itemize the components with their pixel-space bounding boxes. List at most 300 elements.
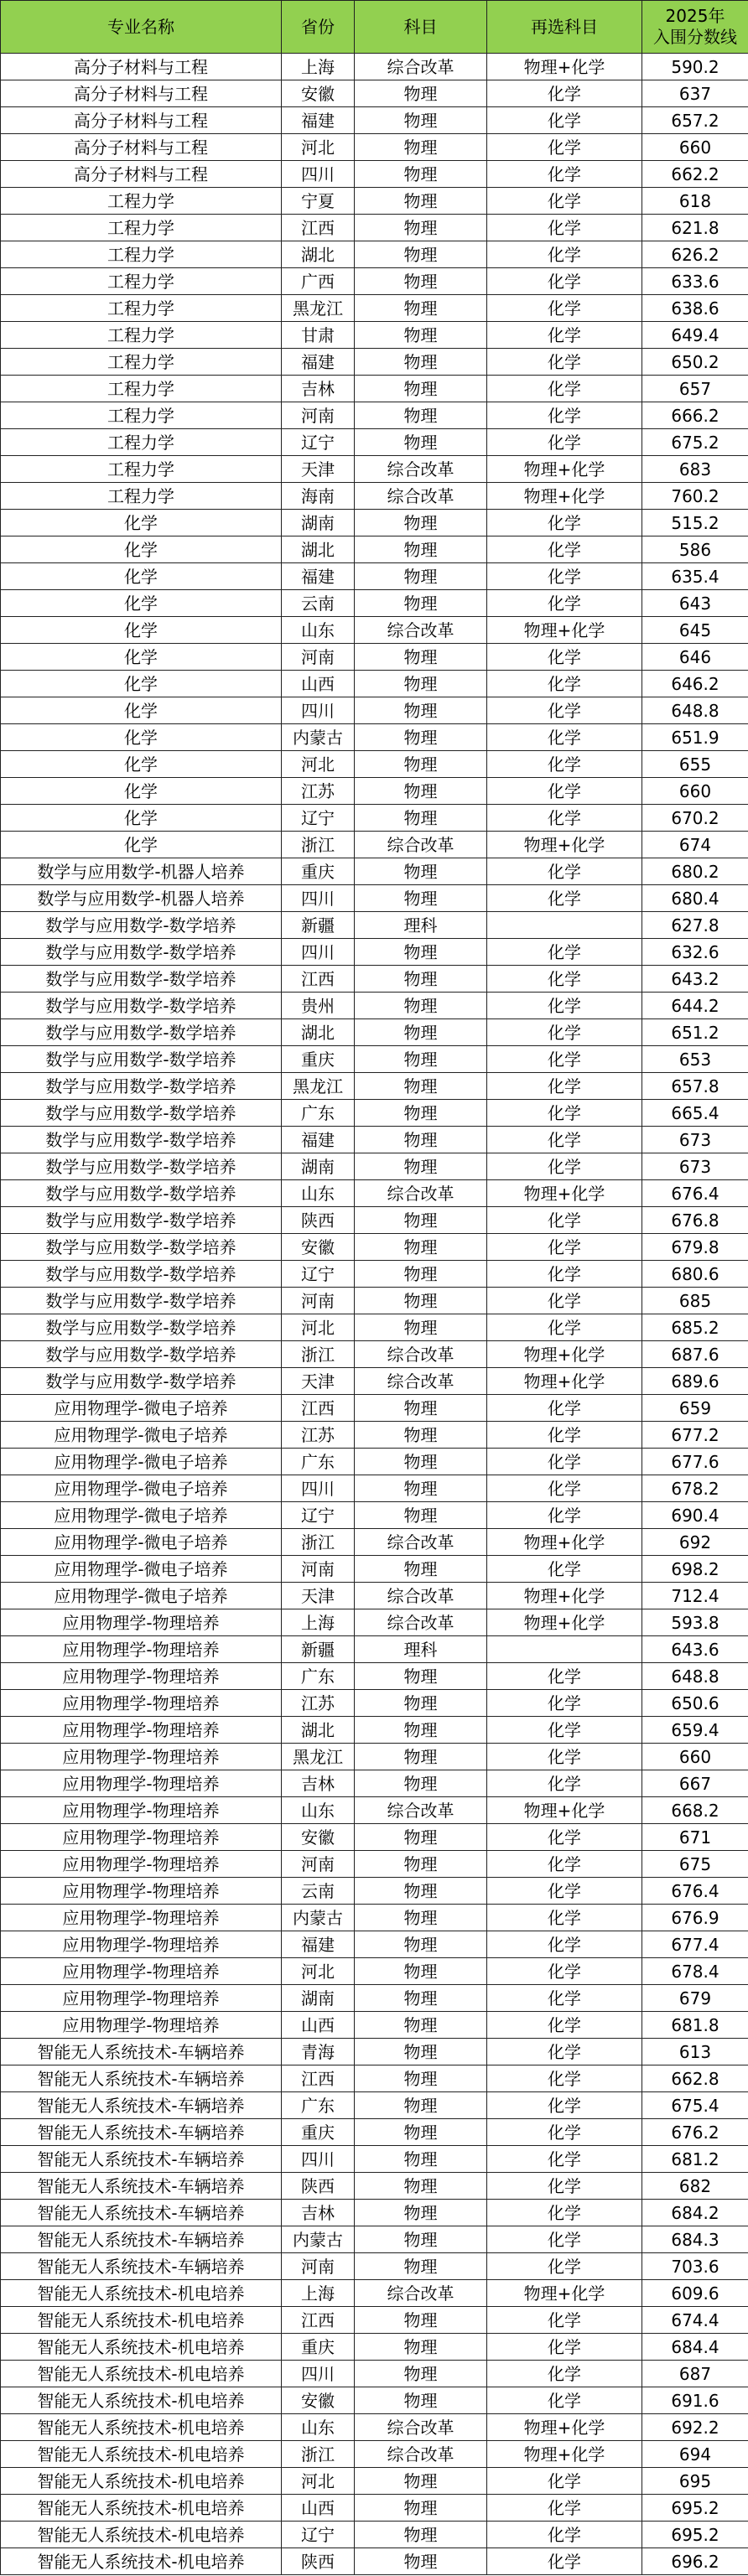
table-row	[1, 1207, 748, 1234]
subject-cell: 物理	[355, 2012, 487, 2039]
table-row	[1, 1234, 748, 1261]
province-cell: 四川	[282, 697, 355, 724]
elective-cell: 化学	[487, 1958, 642, 1985]
major-cell: 智能无人系统技术-车辆培养	[1, 2039, 282, 2065]
major-cell: 工程力学	[1, 429, 282, 456]
score-cell: 653	[642, 1046, 748, 1073]
major-cell: 应用物理学-物理培养	[1, 1985, 282, 2012]
major-cell: 化学	[1, 510, 282, 536]
province-cell: 江苏	[282, 778, 355, 805]
province-cell: 江西	[282, 2065, 355, 2092]
province-cell: 云南	[282, 590, 355, 617]
table-row	[1, 456, 748, 483]
table-row	[1, 2039, 748, 2065]
subject-cell: 物理	[355, 107, 487, 134]
header-major: 专业名称	[1, 1, 282, 54]
table-row	[1, 2200, 748, 2226]
score-cell: 650.2	[642, 349, 748, 376]
subject-cell: 物理	[355, 2200, 487, 2226]
elective-cell: 化学	[487, 2092, 642, 2119]
subject-cell: 物理	[355, 510, 487, 536]
elective-cell: 化学	[487, 295, 642, 322]
subject-cell: 物理	[355, 2173, 487, 2200]
major-cell: 化学	[1, 644, 282, 671]
province-cell: 上海	[282, 54, 355, 80]
province-cell: 江西	[282, 966, 355, 993]
province-cell: 福建	[282, 563, 355, 590]
table-row	[1, 268, 748, 295]
province-cell: 重庆	[282, 858, 355, 885]
subject-cell: 物理	[355, 563, 487, 590]
score-cell: 673	[642, 1127, 748, 1153]
elective-cell: 化学	[487, 510, 642, 536]
province-cell: 河北	[282, 134, 355, 161]
subject-cell: 物理	[355, 2334, 487, 2361]
subject-cell: 物理	[355, 2548, 487, 2575]
subject-cell: 物理	[355, 268, 487, 295]
table-row	[1, 1502, 748, 1529]
elective-cell: 化学	[487, 939, 642, 966]
subject-cell: 物理	[355, 188, 487, 215]
major-cell: 智能无人系统技术-机电培养	[1, 2334, 282, 2361]
major-cell: 化学	[1, 697, 282, 724]
elective-cell: 化学	[487, 993, 642, 1019]
table-row	[1, 2119, 748, 2146]
major-cell: 化学	[1, 805, 282, 832]
subject-cell: 物理	[355, 858, 487, 885]
province-cell: 吉林	[282, 376, 355, 402]
province-cell: 四川	[282, 939, 355, 966]
header-subject: 科目	[355, 1, 487, 54]
province-cell: 河南	[282, 644, 355, 671]
elective-cell: 化学	[487, 2146, 642, 2173]
major-cell: 智能无人系统技术-机电培养	[1, 2307, 282, 2334]
score-cell: 674	[642, 832, 748, 858]
elective-cell	[487, 1636, 642, 1663]
major-cell: 化学	[1, 563, 282, 590]
elective-cell: 化学	[487, 1288, 642, 1314]
table-row	[1, 376, 748, 402]
province-cell: 河北	[282, 2468, 355, 2495]
major-cell: 数学与应用数学-数学培养	[1, 1046, 282, 1073]
subject-cell: 物理	[355, 1744, 487, 1770]
table-row	[1, 2522, 748, 2548]
elective-cell: 化学	[487, 1234, 642, 1261]
province-cell: 福建	[282, 1931, 355, 1958]
province-cell: 福建	[282, 349, 355, 376]
score-cell: 695	[642, 2468, 748, 2495]
province-cell: 吉林	[282, 1770, 355, 1797]
score-cell: 683	[642, 456, 748, 483]
elective-cell: 化学	[487, 134, 642, 161]
table-row	[1, 2065, 748, 2092]
table-row	[1, 54, 748, 80]
table-row	[1, 724, 748, 751]
elective-cell: 化学	[487, 1663, 642, 1690]
subject-cell: 物理	[355, 805, 487, 832]
province-cell: 湖北	[282, 536, 355, 563]
major-cell: 智能无人系统技术-机电培养	[1, 2280, 282, 2307]
major-cell: 应用物理学-微电子培养	[1, 1556, 282, 1583]
major-cell: 智能无人系统技术-车辆培养	[1, 2200, 282, 2226]
table-row	[1, 1851, 748, 1878]
province-cell: 河南	[282, 1851, 355, 1878]
elective-cell: 化学	[487, 1744, 642, 1770]
table-row	[1, 1636, 748, 1663]
elective-cell: 物理+化学	[487, 2441, 642, 2468]
province-cell: 辽宁	[282, 1502, 355, 1529]
province-cell: 重庆	[282, 2334, 355, 2361]
elective-cell: 化学	[487, 1690, 642, 1717]
subject-cell: 物理	[355, 724, 487, 751]
province-cell: 广东	[282, 1100, 355, 1127]
elective-cell: 物理+化学	[487, 1341, 642, 1368]
elective-cell: 物理+化学	[487, 2280, 642, 2307]
subject-cell: 物理	[355, 1958, 487, 1985]
table-row	[1, 2253, 748, 2280]
elective-cell: 化学	[487, 188, 642, 215]
province-cell: 安徽	[282, 80, 355, 107]
score-cell: 682	[642, 2173, 748, 2200]
score-cell: 665.4	[642, 1100, 748, 1127]
province-cell: 天津	[282, 1583, 355, 1609]
header-score: 2025年 入围分数线	[642, 1, 748, 54]
table-row	[1, 993, 748, 1019]
elective-cell: 化学	[487, 1931, 642, 1958]
table-row	[1, 1288, 748, 1314]
province-cell: 河南	[282, 2253, 355, 2280]
table-row	[1, 2468, 748, 2495]
elective-cell: 化学	[487, 402, 642, 429]
elective-cell: 化学	[487, 536, 642, 563]
score-cell: 681.8	[642, 2012, 748, 2039]
province-cell: 河南	[282, 1288, 355, 1314]
major-cell: 高分子材料与工程	[1, 161, 282, 188]
score-cell: 643.6	[642, 1636, 748, 1663]
province-cell: 宁夏	[282, 188, 355, 215]
province-cell: 贵州	[282, 993, 355, 1019]
subject-cell: 物理	[355, 80, 487, 107]
province-cell: 四川	[282, 2146, 355, 2173]
score-cell: 650.6	[642, 1690, 748, 1717]
elective-cell: 物理+化学	[487, 54, 642, 80]
subject-cell: 物理	[355, 2146, 487, 2173]
subject-cell: 物理	[355, 1931, 487, 1958]
elective-cell: 化学	[487, 1878, 642, 1905]
province-cell: 湖北	[282, 1019, 355, 1046]
province-cell: 广东	[282, 1449, 355, 1475]
elective-cell: 化学	[487, 1153, 642, 1180]
province-cell: 安徽	[282, 1234, 355, 1261]
subject-cell: 物理	[355, 1502, 487, 1529]
subject-cell: 综合改革	[355, 617, 487, 644]
score-cell: 680.4	[642, 885, 748, 912]
major-cell: 工程力学	[1, 483, 282, 510]
major-cell: 智能无人系统技术-车辆培养	[1, 2226, 282, 2253]
score-cell: 660	[642, 1744, 748, 1770]
subject-cell: 物理	[355, 885, 487, 912]
elective-cell: 化学	[487, 2012, 642, 2039]
subject-cell: 物理	[355, 993, 487, 1019]
province-cell: 陕西	[282, 2548, 355, 2575]
province-cell: 辽宁	[282, 2522, 355, 2548]
table-row	[1, 1100, 748, 1127]
major-cell: 工程力学	[1, 268, 282, 295]
province-cell: 浙江	[282, 1341, 355, 1368]
province-cell: 湖北	[282, 241, 355, 268]
subject-cell: 物理	[355, 1663, 487, 1690]
major-cell: 化学	[1, 617, 282, 644]
subject-cell: 物理	[355, 751, 487, 778]
table-row	[1, 1153, 748, 1180]
score-cell: 649.4	[642, 322, 748, 349]
elective-cell: 化学	[487, 1824, 642, 1851]
score-cell: 635.4	[642, 563, 748, 590]
elective-cell: 物理+化学	[487, 483, 642, 510]
province-cell: 安徽	[282, 2387, 355, 2414]
score-cell: 684.2	[642, 2200, 748, 2226]
score-cell: 678.2	[642, 1475, 748, 1502]
elective-cell: 化学	[487, 161, 642, 188]
subject-cell: 物理	[355, 322, 487, 349]
table-row	[1, 483, 748, 510]
elective-cell: 化学	[487, 1127, 642, 1153]
elective-cell: 化学	[487, 1556, 642, 1583]
subject-cell: 物理	[355, 241, 487, 268]
province-cell: 山东	[282, 1180, 355, 1207]
major-cell: 智能无人系统技术-车辆培养	[1, 2146, 282, 2173]
province-cell: 天津	[282, 1368, 355, 1395]
score-cell: 657	[642, 376, 748, 402]
province-cell: 湖南	[282, 510, 355, 536]
score-cell: 651.2	[642, 1019, 748, 1046]
subject-cell: 物理	[355, 376, 487, 402]
score-cell: 590.2	[642, 54, 748, 80]
province-cell: 福建	[282, 1127, 355, 1153]
score-cell: 643.2	[642, 966, 748, 993]
score-cell: 660	[642, 778, 748, 805]
table-row	[1, 349, 748, 376]
subject-cell: 物理	[355, 778, 487, 805]
elective-cell: 化学	[487, 697, 642, 724]
major-cell: 应用物理学-微电子培养	[1, 1395, 282, 1422]
score-cell: 678.4	[642, 1958, 748, 1985]
score-cell: 648.8	[642, 1663, 748, 1690]
table-row	[1, 912, 748, 939]
subject-cell: 综合改革	[355, 2280, 487, 2307]
table-row	[1, 1261, 748, 1288]
major-cell: 数学与应用数学-数学培养	[1, 1100, 282, 1127]
table-row	[1, 2092, 748, 2119]
major-cell: 应用物理学-物理培养	[1, 1797, 282, 1824]
subject-cell: 物理	[355, 1314, 487, 1341]
elective-cell: 化学	[487, 778, 642, 805]
province-cell: 内蒙古	[282, 1905, 355, 1931]
elective-cell: 化学	[487, 2495, 642, 2522]
score-cell: 676.4	[642, 1180, 748, 1207]
elective-cell: 化学	[487, 107, 642, 134]
province-cell: 山东	[282, 1797, 355, 1824]
elective-cell	[487, 912, 642, 939]
table-row	[1, 2495, 748, 2522]
elective-cell: 化学	[487, 1985, 642, 2012]
score-cell: 671	[642, 1824, 748, 1851]
subject-cell: 物理	[355, 644, 487, 671]
province-cell: 四川	[282, 1475, 355, 1502]
elective-cell: 化学	[487, 805, 642, 832]
major-cell: 智能无人系统技术-机电培养	[1, 2495, 282, 2522]
province-cell: 浙江	[282, 2441, 355, 2468]
table-row	[1, 2280, 748, 2307]
major-cell: 工程力学	[1, 295, 282, 322]
subject-cell: 物理	[355, 295, 487, 322]
table-row	[1, 215, 748, 241]
elective-cell: 化学	[487, 429, 642, 456]
table-body	[1, 54, 748, 2575]
subject-cell: 物理	[355, 2065, 487, 2092]
province-cell: 江西	[282, 1395, 355, 1422]
major-cell: 应用物理学-物理培养	[1, 1878, 282, 1905]
major-cell: 数学与应用数学-数学培养	[1, 1261, 282, 1288]
subject-cell: 物理	[355, 1878, 487, 1905]
header-row	[1, 1, 748, 54]
table-row	[1, 2548, 748, 2575]
table-row	[1, 1824, 748, 1851]
elective-cell: 化学	[487, 1770, 642, 1797]
major-cell: 智能无人系统技术-机电培养	[1, 2468, 282, 2495]
elective-cell: 化学	[487, 751, 642, 778]
major-cell: 应用物理学-物理培养	[1, 1609, 282, 1636]
elective-cell: 物理+化学	[487, 1529, 642, 1556]
score-cell: 685.2	[642, 1314, 748, 1341]
subject-cell: 综合改革	[355, 1529, 487, 1556]
subject-cell: 物理	[355, 2468, 487, 2495]
score-cell: 637	[642, 80, 748, 107]
subject-cell: 物理	[355, 1288, 487, 1314]
province-cell: 江西	[282, 2307, 355, 2334]
score-cell: 695.2	[642, 2495, 748, 2522]
elective-cell: 化学	[487, 885, 642, 912]
table-row	[1, 1529, 748, 1556]
score-cell: 696.2	[642, 2548, 748, 2575]
province-cell: 浙江	[282, 1529, 355, 1556]
score-cell: 676.8	[642, 1207, 748, 1234]
province-cell: 云南	[282, 1878, 355, 1905]
header-province: 省份	[282, 1, 355, 54]
subject-cell: 综合改革	[355, 1341, 487, 1368]
subject-cell: 综合改革	[355, 1180, 487, 1207]
province-cell: 重庆	[282, 1046, 355, 1073]
major-cell: 应用物理学-物理培养	[1, 1744, 282, 1770]
subject-cell: 物理	[355, 1824, 487, 1851]
score-cell: 680.2	[642, 858, 748, 885]
subject-cell: 物理	[355, 536, 487, 563]
score-cell: 662.2	[642, 161, 748, 188]
score-cell: 651.9	[642, 724, 748, 751]
elective-cell: 化学	[487, 1502, 642, 1529]
elective-cell: 化学	[487, 376, 642, 402]
elective-cell: 物理+化学	[487, 1583, 642, 1609]
province-cell: 辽宁	[282, 1261, 355, 1288]
major-cell: 应用物理学-物理培养	[1, 2012, 282, 2039]
score-cell: 677.4	[642, 1931, 748, 1958]
score-cell: 712.4	[642, 1583, 748, 1609]
elective-cell: 化学	[487, 1019, 642, 1046]
score-cell: 687.6	[642, 1341, 748, 1368]
province-cell: 安徽	[282, 1824, 355, 1851]
subject-cell: 物理	[355, 2387, 487, 2414]
table-row	[1, 80, 748, 107]
subject-cell: 物理	[355, 1100, 487, 1127]
major-cell: 应用物理学-微电子培养	[1, 1422, 282, 1449]
major-cell: 工程力学	[1, 376, 282, 402]
score-cell: 679.8	[642, 1234, 748, 1261]
table-row	[1, 617, 748, 644]
table-row	[1, 1019, 748, 1046]
score-cell: 648.8	[642, 697, 748, 724]
major-cell: 数学与应用数学-数学培养	[1, 1234, 282, 1261]
subject-cell: 物理	[355, 215, 487, 241]
score-cell: 627.8	[642, 912, 748, 939]
table-row	[1, 563, 748, 590]
table-row	[1, 1127, 748, 1153]
subject-cell: 物理	[355, 671, 487, 697]
score-cell: 657.8	[642, 1073, 748, 1100]
table-row	[1, 2361, 748, 2387]
subject-cell: 物理	[355, 1851, 487, 1878]
province-cell: 浙江	[282, 832, 355, 858]
province-cell: 新疆	[282, 912, 355, 939]
subject-cell: 物理	[355, 2307, 487, 2334]
score-cell: 613	[642, 2039, 748, 2065]
table-row	[1, 322, 748, 349]
score-cell: 586	[642, 536, 748, 563]
province-cell: 湖北	[282, 1717, 355, 1744]
table-row	[1, 2441, 748, 2468]
major-cell: 工程力学	[1, 456, 282, 483]
province-cell: 重庆	[282, 2119, 355, 2146]
score-cell: 675	[642, 1851, 748, 1878]
major-cell: 工程力学	[1, 241, 282, 268]
score-cell: 618	[642, 188, 748, 215]
elective-cell: 化学	[487, 2307, 642, 2334]
table-row	[1, 939, 748, 966]
province-cell: 黑龙江	[282, 1073, 355, 1100]
header-elective: 再选科目	[487, 1, 642, 54]
province-cell: 湖南	[282, 1985, 355, 2012]
elective-cell: 化学	[487, 2065, 642, 2092]
score-cell: 660	[642, 134, 748, 161]
table-row	[1, 134, 748, 161]
major-cell: 应用物理学-物理培养	[1, 1717, 282, 1744]
major-cell: 应用物理学-物理培养	[1, 1770, 282, 1797]
elective-cell: 化学	[487, 1851, 642, 1878]
subject-cell: 物理	[355, 1127, 487, 1153]
elective-cell: 化学	[487, 671, 642, 697]
table-row	[1, 751, 748, 778]
subject-cell: 物理	[355, 2092, 487, 2119]
province-cell: 陕西	[282, 2173, 355, 2200]
score-cell: 659.4	[642, 1717, 748, 1744]
major-cell: 数学与应用数学-数学培养	[1, 1073, 282, 1100]
major-cell: 智能无人系统技术-车辆培养	[1, 2092, 282, 2119]
major-cell: 智能无人系统技术-机电培养	[1, 2548, 282, 2575]
table-row	[1, 1583, 748, 1609]
major-cell: 工程力学	[1, 322, 282, 349]
elective-cell: 物理+化学	[487, 456, 642, 483]
elective-cell: 化学	[487, 966, 642, 993]
elective-cell: 化学	[487, 1100, 642, 1127]
